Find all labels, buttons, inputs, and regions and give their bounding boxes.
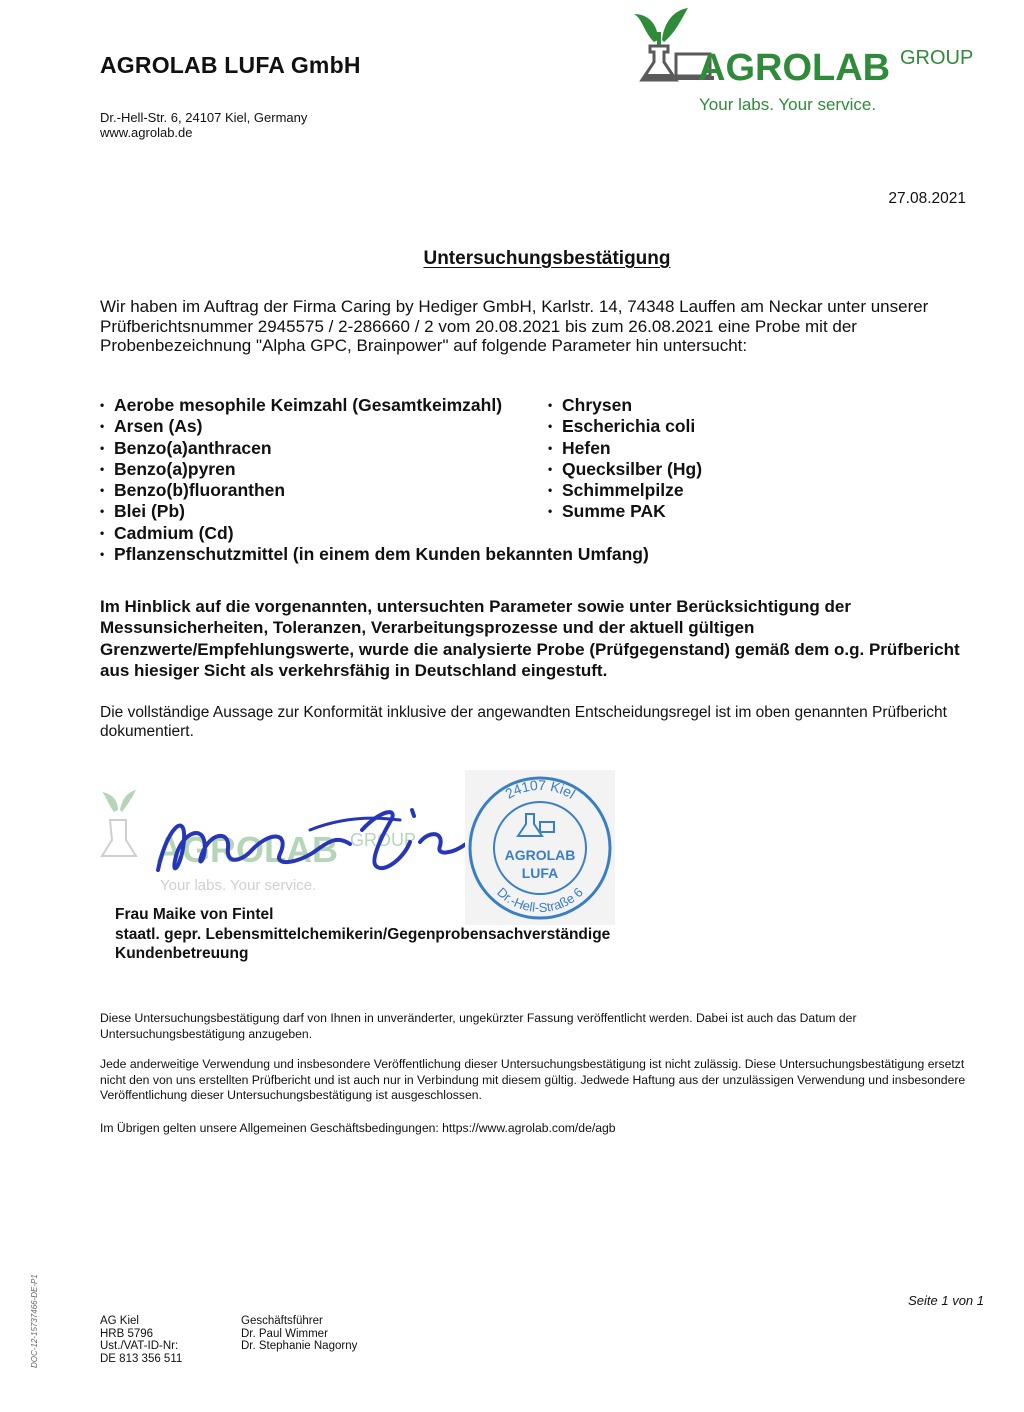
logo-name: AGROLAB <box>698 47 891 89</box>
parameter-item: • Chrysen <box>548 395 633 415</box>
signer-name: Frau Maike von Fintel <box>115 906 274 923</box>
logo-group: GROUP <box>900 47 974 69</box>
signer-department: Kundenbetreuung <box>115 945 249 962</box>
footer-management <box>241 1315 357 1353</box>
footer-management-line: Geschäftsführer <box>241 1315 323 1327</box>
page-number: Seite 1 von 1 <box>908 1293 984 1308</box>
verdict-paragraph: Im Hinblick auf die vorgenannten, untersuchten Parameter sowie unter Berücksichtigung der Messunsicherheiten, Toleranzen, Verarbeitungsprozesse und der aktuell gültigen Grenzwerte/Empfehlungswerte, wurde die analysierte Probe (Prüfgegenstand) gemäß dem o.g. Prüfbericht aus hiesiger Sicht als verkehrsfähig in Deutschland eingestuft. <box>100 597 960 680</box>
logo-leaf-left <box>634 14 658 42</box>
footer-management-line: Dr. Paul Wimmer <box>241 1327 328 1340</box>
parameter-item: • Blei (Pb) <box>100 501 185 522</box>
publication-note: Diese Untersuchungsbestätigung darf von Ihnen in unveränderter, ungekürzter Fassung veröffentlicht werden. Dabei ist auch das Datum der Untersuchungsbestätigung anzugeben. <box>100 1011 857 1041</box>
document-reference: DOC-12-15737466-DE-P1 <box>30 1274 39 1368</box>
document-date: 27.08.2021 <box>888 190 966 207</box>
footer-registry-line: HRB 5796 <box>100 1327 154 1340</box>
address-website: www.agrolab.de <box>100 125 193 140</box>
footer-management-line: Dr. Stephanie Nagorny <box>241 1340 358 1352</box>
company-name: AGROLAB LUFA GmbH <box>100 52 361 78</box>
document-title: Untersuchungsbestätigung <box>423 248 671 269</box>
parameter-item: • Hefen <box>548 437 611 458</box>
parameter-item: • Schimmelpilze <box>548 480 684 501</box>
stamp-top-text: 24107 Kiel <box>502 776 579 802</box>
parameter-item: • Benzo(a)pyren <box>100 458 236 479</box>
parameter-item: • Pflanzenschutzmittel (in einem dem Kunden bekannten Umfang) <box>100 544 649 565</box>
intro-paragraph: Wir haben im Auftrag der Firma Caring by Hediger GmbH, Karlstr. 14, 74348 Lauffen am Neckar unter unserer Prüfberichtsnummer 2945575 / 2-286660 / 2 vom 20.08.2021 bis zum 26.08.2021 eine Probe mit der Probenbezeichnung "Alpha GPC, Brainpower" auf folgende Parameter hin untersucht: <box>100 297 929 355</box>
terms-note: Im Übrigen gelten unsere Allgemeinen Geschäftsbedingungen: https://www.agrolab.com/de/agb <box>100 1121 616 1135</box>
parameter-item: • Benzo(a)anthracen <box>100 437 272 458</box>
parameter-item: • Aerobe mesophile Keimzahl (Gesamtkeimzahl) <box>100 395 503 415</box>
footer-registry-line: DE 813 356 511 <box>100 1352 183 1365</box>
parameter-item: • Cadmium (Cd) <box>100 522 234 543</box>
logo-leaf-right <box>662 8 688 42</box>
footer-registry <box>100 1315 182 1365</box>
stamp-center-2: LUFA <box>521 865 559 881</box>
parameter-item: • Arsen (As) <box>100 416 203 437</box>
svg-text:Your labs. Your service.: Your labs. Your service. <box>160 877 317 894</box>
usage-restriction-note: Jede anderweitige Verwendung und insbesondere Veröffentlichung dieser Untersuchungsbestätigung ist nicht zulässig. Diese Untersuchungsbestätigung ersetzt nicht den von uns erstellten Prüfbericht und ist auch nur in Verbindung mit diesem gültig. Jedwede Haftung aus der unzulässigen Verwendung und insbesondere Veröffentlichung dieser Untersuchungsbestätigung ist ausgeschlossen. <box>100 1057 966 1102</box>
parameter-item: • Escherichia coli <box>548 416 696 437</box>
parameter-item: • Quecksilber (Hg) <box>548 458 703 479</box>
address-street: Dr.-Hell-Str. 6, 24107 Kiel, Germany <box>100 110 308 125</box>
stamp <box>465 770 615 925</box>
company-address <box>100 110 307 140</box>
stamp-bottom-text: Dr.-Hell-Straße 6 <box>494 884 586 916</box>
logo-slogan: Your labs. Your service. <box>699 95 877 114</box>
svg-text:AGROLAB: AGROLAB <box>156 829 338 870</box>
parameter-item: • Benzo(b)fluoranthen <box>100 480 286 501</box>
agrolab-logo <box>632 2 992 120</box>
footer-registry-line: Ust./VAT-ID-Nr: <box>100 1340 179 1352</box>
conformity-note: Die vollständige Aussage zur Konformität inklusive der angewandten Entscheidungsregel ist im oben genannten Prüfbericht dokumentiert. <box>100 704 947 740</box>
logo-stem <box>657 32 661 46</box>
signer-block <box>115 905 610 964</box>
stamp-center-1: AGROLAB <box>504 847 576 863</box>
signature-stamp-area <box>100 770 620 925</box>
svg-text:GROUP: GROUP <box>350 830 417 850</box>
parameter-item: • Summe PAK <box>548 501 666 522</box>
footer-registry-line: AG Kiel <box>100 1315 139 1327</box>
signer-role: staatl. gepr. Lebensmittelchemikerin/Gegenprobensachverständige <box>115 925 611 943</box>
